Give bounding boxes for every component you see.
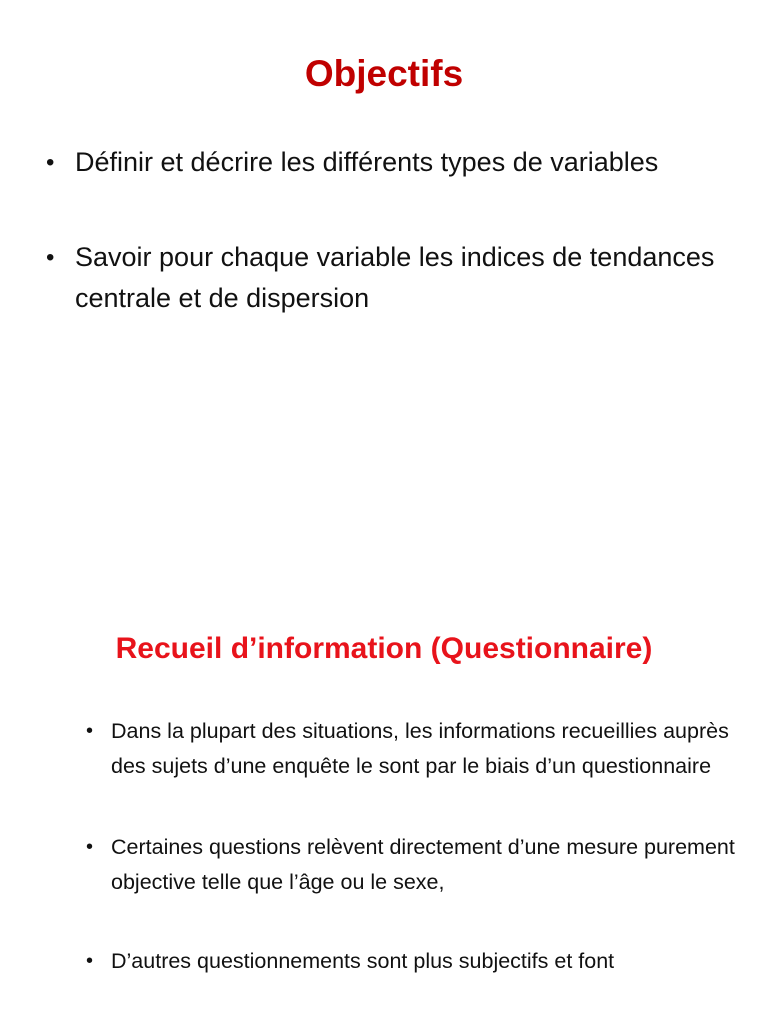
bullet-list bbox=[86, 714, 746, 979]
bullet-item bbox=[86, 944, 746, 979]
bullet-dot-icon: • bbox=[46, 244, 55, 271]
bullet-text: D’autres questionnements sont plus subjectifs et font bbox=[111, 949, 615, 973]
slide-title: Recueil d’information (Questionnaire) bbox=[115, 632, 653, 665]
bullet-dot-icon: • bbox=[46, 149, 55, 176]
bullet-item bbox=[86, 830, 746, 899]
bullet-dot-icon: • bbox=[86, 950, 94, 972]
slide-recueil-information bbox=[0, 560, 768, 1024]
bullet-text: Savoir pour chaque variable les indices de tendances centrale et de dispersion bbox=[75, 242, 715, 313]
bullet-dot-icon: • bbox=[86, 836, 94, 858]
bullet-list bbox=[46, 142, 726, 373]
bullet-dot-icon: • bbox=[86, 720, 94, 742]
bullet-item bbox=[46, 142, 726, 183]
bullet-text: Définir et décrire les différents types de variables bbox=[75, 147, 659, 177]
bullet-item bbox=[46, 237, 726, 319]
bullet-text: Dans la plupart des situations, les informations recueillies auprès des sujets d’une enquête le sont par le biais d’un questionnaire bbox=[111, 719, 729, 778]
slide-title: Objectifs bbox=[304, 53, 464, 94]
bullet-text: Certaines questions relèvent directement d’une mesure purement objective telle que l’âge ou le sexe, bbox=[111, 835, 735, 894]
bullet-item bbox=[86, 714, 746, 783]
